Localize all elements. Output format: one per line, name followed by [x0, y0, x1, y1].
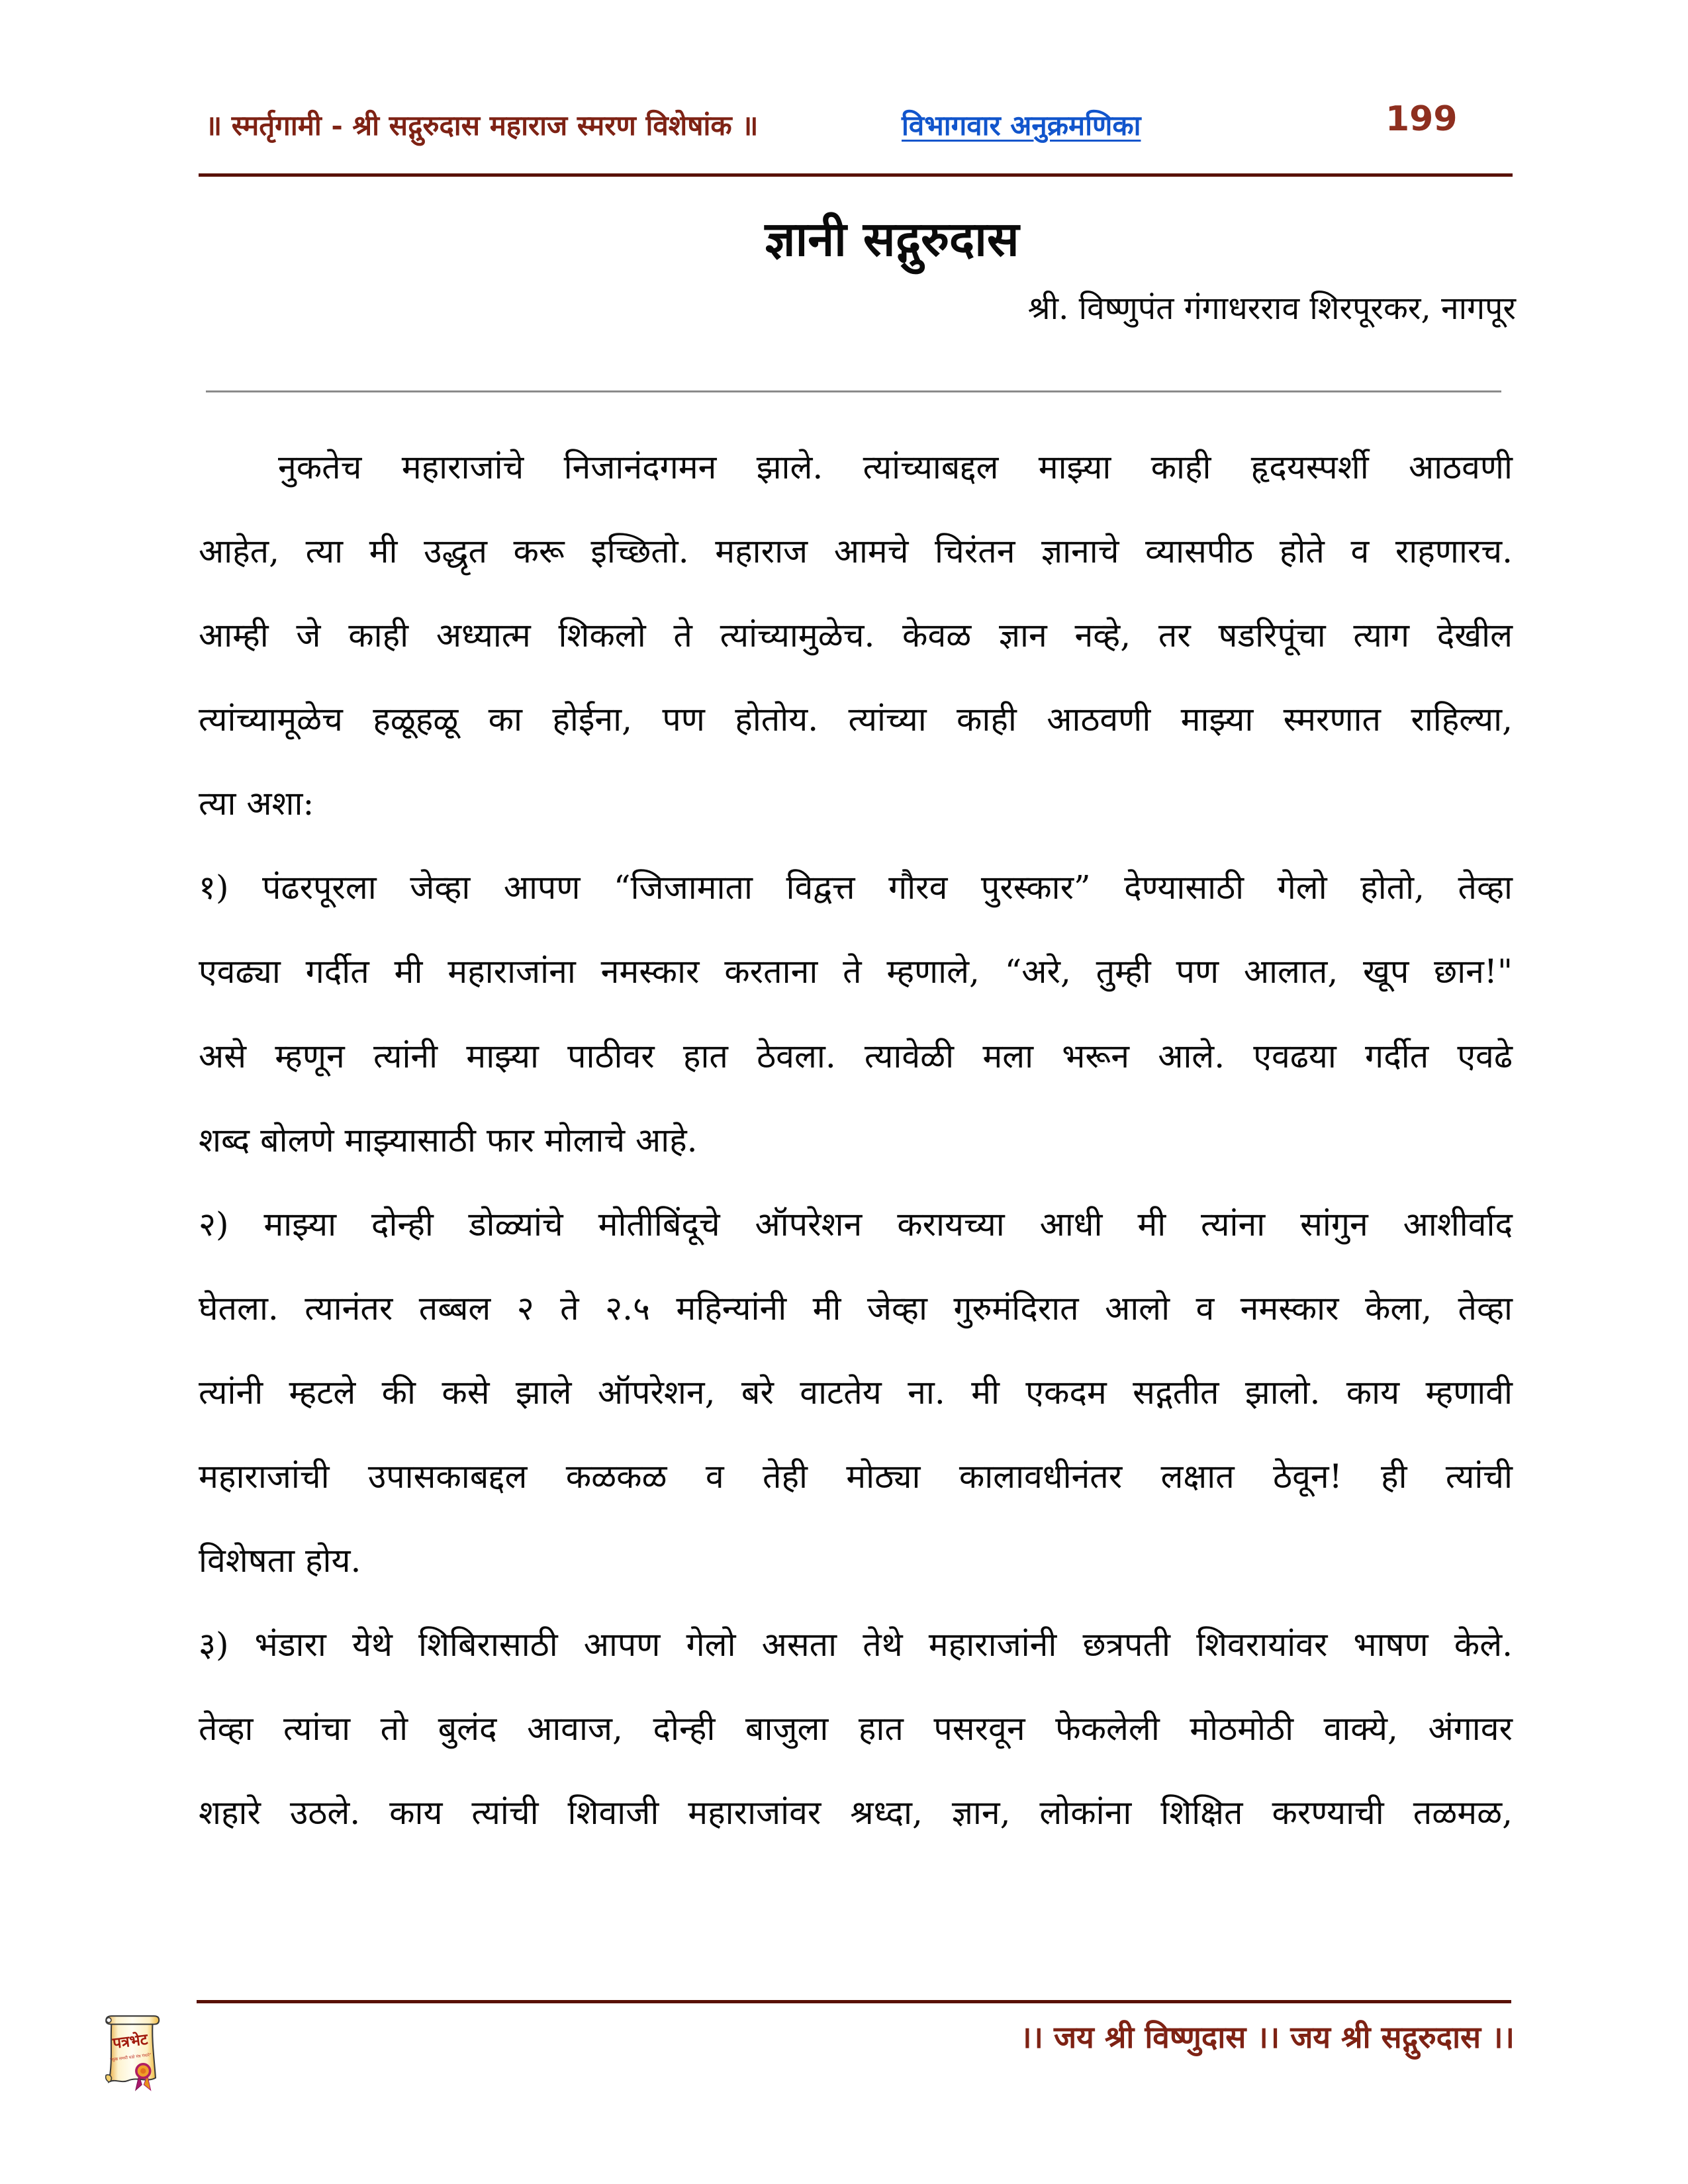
body-line: एवढ्या गर्दीत मी महाराजांना नमस्कार करताना ते म्हणाले, “अरे, तुम्ही पण आलात, खूप छान!" [199, 952, 1513, 991]
body-line: घेतला. त्यानंतर तब्बल २ ते २.५ महिन्यांनी मी जेव्हा गुरुमंदिरात आलो व नमस्कार केला, तेव्हा [199, 1289, 1513, 1328]
body-line: शब्द बोलणे माझ्यासाठी फार मोलाचे आहे. [199, 1121, 698, 1160]
article-author: श्री. विष्णुपंत गंगाधरराव शिरपूरकर, नागपूर [1027, 290, 1516, 327]
body-line: ३) भंडारा येथे शिबिरासाठी आपण गेलो असता तेथे महाराजांनी छत्रपती शिवरायांवर भाषण केले. [199, 1625, 1513, 1664]
body-line: त्यांच्यामूळेच हळूहळू का होईना, पण होतोय. त्यांच्या काही आठवणी माझ्या स्मरणात राहिल्या, [199, 700, 1513, 739]
page-number: 199 [1385, 99, 1458, 139]
body-line: असे म्हणून त्यांनी माझ्या पाठीवर हात ठेवला. त्यावेळी मला भरून आले. एवढया गर्दीत एवढे [199, 1037, 1513, 1075]
logo-name-text: पत्रभेट [111, 2030, 149, 2053]
body-line: तेव्हा त्यांचा तो बुलंद आवाज, दोन्ही बाजुला हात पसरवून फेकलेली मोठमोठी वाक्ये, अंगावर [199, 1709, 1513, 1748]
body-line: महाराजांची उपासकाबद्दल कळकळ व तेही मोठ्या कालावधीनंतर लक्षात ठेवून! ही त्यांची [199, 1457, 1513, 1496]
toc-link[interactable]: विभागवार अनुक्रमणिका [902, 109, 1141, 142]
body-line: आम्ही जे काही अध्यात्म शिकलो ते त्यांच्यामुळेच. केवळ ज्ञान नव्हे, तर षडरिपूंचा त्याग देखील [199, 616, 1513, 655]
header-rule [199, 173, 1513, 177]
footer-blessing: ।। जय श्री विष्णुदास ।। जय श्री सद्गुरुदास ।। [1020, 2019, 1515, 2055]
body-line: शहारे उठले. काय त्यांची शिवाजी महाराजांवर श्रध्दा, ज्ञान, लोकांना शिक्षित करण्याची तळमळ, [199, 1794, 1513, 1832]
body-line: विशेषता होय. [199, 1541, 361, 1580]
body-line: त्यांनी म्हटले की कसे झाले ऑपरेशन, बरे वाटतेय ना. मी एकदम सद्गतीत झालो. काय म्हणावी [199, 1373, 1513, 1412]
header-title: ॥ स्मर्तृगामी - श्री सद्गुरुदास महाराज स्मरण विशेषांक ॥ [205, 109, 759, 142]
scroll-icon [95, 2013, 164, 2103]
body-line: २) माझ्या दोन्ही डोळ्यांचे मोतीबिंदूचे ऑपरेशन करायच्या आधी मी त्यांना सांगुन आशीर्वाद [199, 1205, 1513, 1244]
body-line: त्या अशा: [199, 784, 314, 823]
body-line: आहेत, त्या मी उद्धृत करू इच्छितो. महाराज आमचे चिरंतन ज्ञानाचे व्यासपीठ होते व राहणारच. [199, 532, 1513, 570]
patrabhet-scroll-logo [95, 2013, 164, 2103]
footer-rule [197, 2000, 1511, 2003]
logo-tagline-text: "सुख समयी घडो मंत्र गंधारे" [109, 2052, 152, 2063]
body-line: नुकतेच महाराजांचे निजानंदगमन झाले. त्यांच्याबद्दल माझ्या काही हृदयस्पर्शी आठवणी [278, 448, 1513, 486]
author-divider-rule [206, 390, 1501, 392]
body-line: १) पंढरपूरला जेव्हा आपण “जिजामाता विद्वत्त गौरव पुरस्कार” देण्यासाठी गेलो होतो, तेव्हा [199, 868, 1513, 907]
article-title: ज्ञानी सद्गुरुदास [765, 210, 1019, 267]
